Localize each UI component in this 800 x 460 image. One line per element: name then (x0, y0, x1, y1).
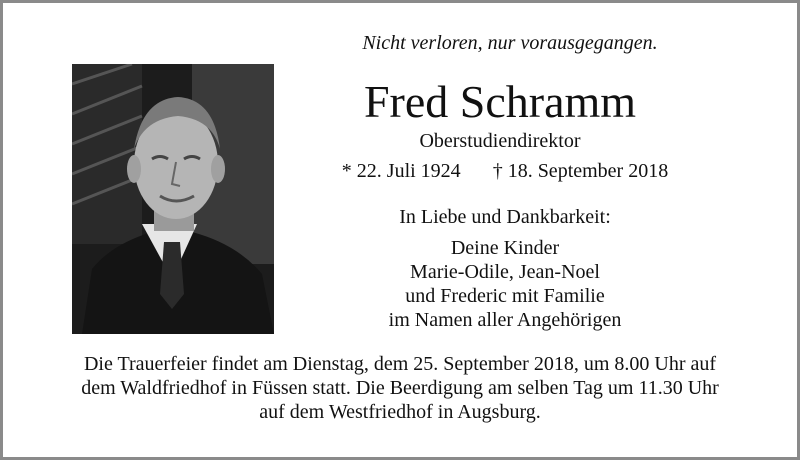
notice-line: Die Trauerfeier findet am Dienstag, dem 25. September 2018, um 8.00 Uhr auf (83, 353, 717, 375)
life-dates (300, 160, 710, 183)
death-date: † 18. September 2018 (492, 160, 669, 182)
deceased-name: Fred Schramm (363, 76, 637, 127)
family-line: Marie-Odile, Jean-Noel (410, 261, 600, 283)
funeral-notice (20, 352, 780, 424)
family-line: Deine Kinder (450, 237, 560, 259)
motto: Nicht verloren, nur vorausgegangen. (362, 32, 658, 54)
family-block (300, 236, 710, 332)
family-line: und Frederic mit Familie (405, 285, 605, 307)
gratitude-line: In Liebe und Dankbarkeit: (399, 206, 611, 228)
family-line: im Namen aller Angehörigen (388, 309, 622, 331)
birth-date: * 22. Juli 1924 (341, 160, 461, 182)
notice-line: dem Waldfriedhof in Füssen statt. Die Beerdigung am selben Tag um 11.30 Uhr (81, 377, 719, 399)
portrait-photo (72, 64, 274, 334)
deceased-title: Oberstudiendirektor (419, 130, 581, 152)
notice-line: auf dem Westfriedhof in Augsburg. (259, 401, 541, 423)
